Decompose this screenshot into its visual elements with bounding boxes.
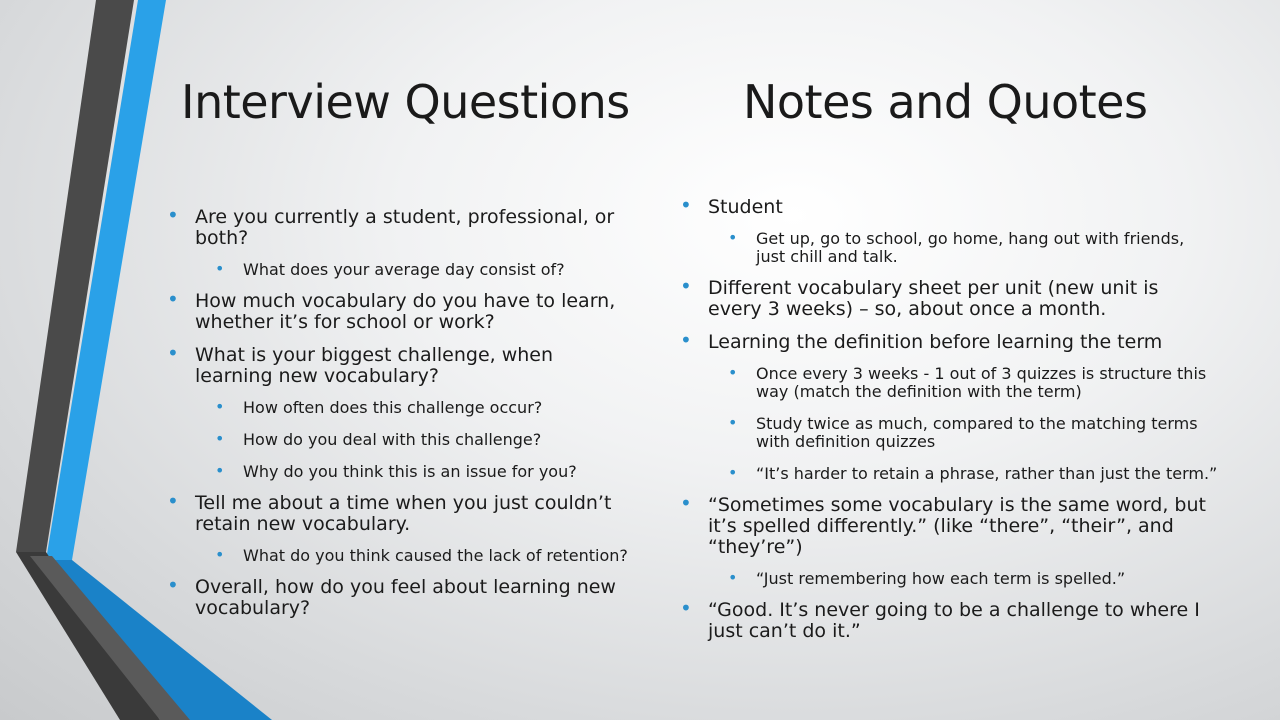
question-item-text: Why do you think this is an issue for you? bbox=[243, 462, 577, 481]
question-sub-bullet-item bbox=[165, 431, 630, 449]
bullet-dot-icon: • bbox=[680, 491, 692, 515]
notes-and-quotes-list bbox=[678, 193, 1218, 654]
note-item-text: “Just remembering how each term is spelled.” bbox=[756, 569, 1126, 588]
bullet-dot-icon: • bbox=[728, 228, 738, 247]
bullet-dot-icon: • bbox=[215, 397, 225, 416]
question-item-text: How much vocabulary do you have to learn, whether it’s for school or work? bbox=[195, 290, 616, 333]
interview-questions-list bbox=[165, 203, 630, 631]
bullet-dot-icon: • bbox=[680, 193, 692, 217]
bullet-dot-icon: • bbox=[215, 545, 225, 564]
question-item-text: What does your average day consist of? bbox=[243, 260, 565, 279]
note-item-text: Student bbox=[708, 196, 783, 218]
right-column-title: Notes and Quotes bbox=[743, 75, 1148, 129]
note-sub-bullet-item bbox=[678, 415, 1218, 451]
bullet-dot-icon: • bbox=[215, 461, 225, 480]
note-sub-bullet-item bbox=[678, 230, 1218, 266]
bullet-dot-icon: • bbox=[167, 573, 179, 597]
question-item-text: What is your biggest challenge, when learning new vocabulary? bbox=[195, 344, 554, 387]
note-item-text: “Good. It’s never going to be a challenge to where I just can’t do it.” bbox=[708, 599, 1200, 642]
question-bullet-item bbox=[165, 573, 630, 619]
question-sub-bullet-item bbox=[165, 399, 630, 417]
bullet-dot-icon: • bbox=[167, 341, 179, 365]
question-sub-bullet-item bbox=[165, 463, 630, 481]
question-item-text: How do you deal with this challenge? bbox=[243, 430, 542, 449]
bullet-dot-icon: • bbox=[680, 328, 692, 352]
question-bullet-item bbox=[165, 203, 630, 249]
note-item-text: Study twice as much, compared to the matching terms with definition quizzes bbox=[756, 414, 1198, 451]
note-sub-bullet-item bbox=[678, 465, 1218, 483]
note-item-text: “Sometimes some vocabulary is the same word, but it’s spelled differently.” (like “there”, “their”, and “they’re”) bbox=[708, 494, 1206, 558]
question-item-text: What do you think caused the lack of retention? bbox=[243, 546, 628, 565]
note-bullet-item bbox=[678, 596, 1218, 642]
note-item-text: Get up, go to school, go home, hang out with friends, just chill and talk. bbox=[756, 229, 1185, 266]
bullet-dot-icon: • bbox=[728, 363, 738, 382]
question-item-text: Tell me about a time when you just couldn’t retain new vocabulary. bbox=[195, 492, 612, 535]
note-item-text: “It’s harder to retain a phrase, rather than just the term.” bbox=[756, 464, 1218, 483]
bullet-dot-icon: • bbox=[680, 596, 692, 620]
note-sub-bullet-item bbox=[678, 570, 1218, 588]
question-item-text: Are you currently a student, professional, or both? bbox=[195, 206, 615, 249]
note-bullet-item bbox=[678, 274, 1218, 320]
question-bullet-item bbox=[165, 287, 630, 333]
note-item-text: Once every 3 weeks - 1 out of 3 quizzes is structure this way (match the definition with the term) bbox=[756, 364, 1207, 401]
question-item-text: How often does this challenge occur? bbox=[243, 398, 543, 417]
bullet-dot-icon: • bbox=[728, 413, 738, 432]
note-bullet-item bbox=[678, 193, 1218, 218]
note-item-text: Different vocabulary sheet per unit (new unit is every 3 weeks) – so, about once a month. bbox=[708, 277, 1159, 320]
bullet-dot-icon: • bbox=[728, 463, 738, 482]
question-sub-bullet-item bbox=[165, 547, 630, 565]
bullet-dot-icon: • bbox=[167, 287, 179, 311]
question-sub-bullet-item bbox=[165, 261, 630, 279]
left-column-title: Interview Questions bbox=[181, 75, 630, 129]
question-bullet-item bbox=[165, 341, 630, 387]
bullet-dot-icon: • bbox=[167, 489, 179, 513]
question-item-text: Overall, how do you feel about learning new vocabulary? bbox=[195, 576, 616, 619]
note-sub-bullet-item bbox=[678, 365, 1218, 401]
note-bullet-item bbox=[678, 328, 1218, 353]
note-bullet-item bbox=[678, 491, 1218, 558]
bullet-dot-icon: • bbox=[728, 568, 738, 587]
question-bullet-item bbox=[165, 489, 630, 535]
bullet-dot-icon: • bbox=[167, 203, 179, 227]
bullet-dot-icon: • bbox=[215, 259, 225, 278]
bullet-dot-icon: • bbox=[215, 429, 225, 448]
bullet-dot-icon: • bbox=[680, 274, 692, 298]
note-item-text: Learning the definition before learning the term bbox=[708, 331, 1163, 353]
